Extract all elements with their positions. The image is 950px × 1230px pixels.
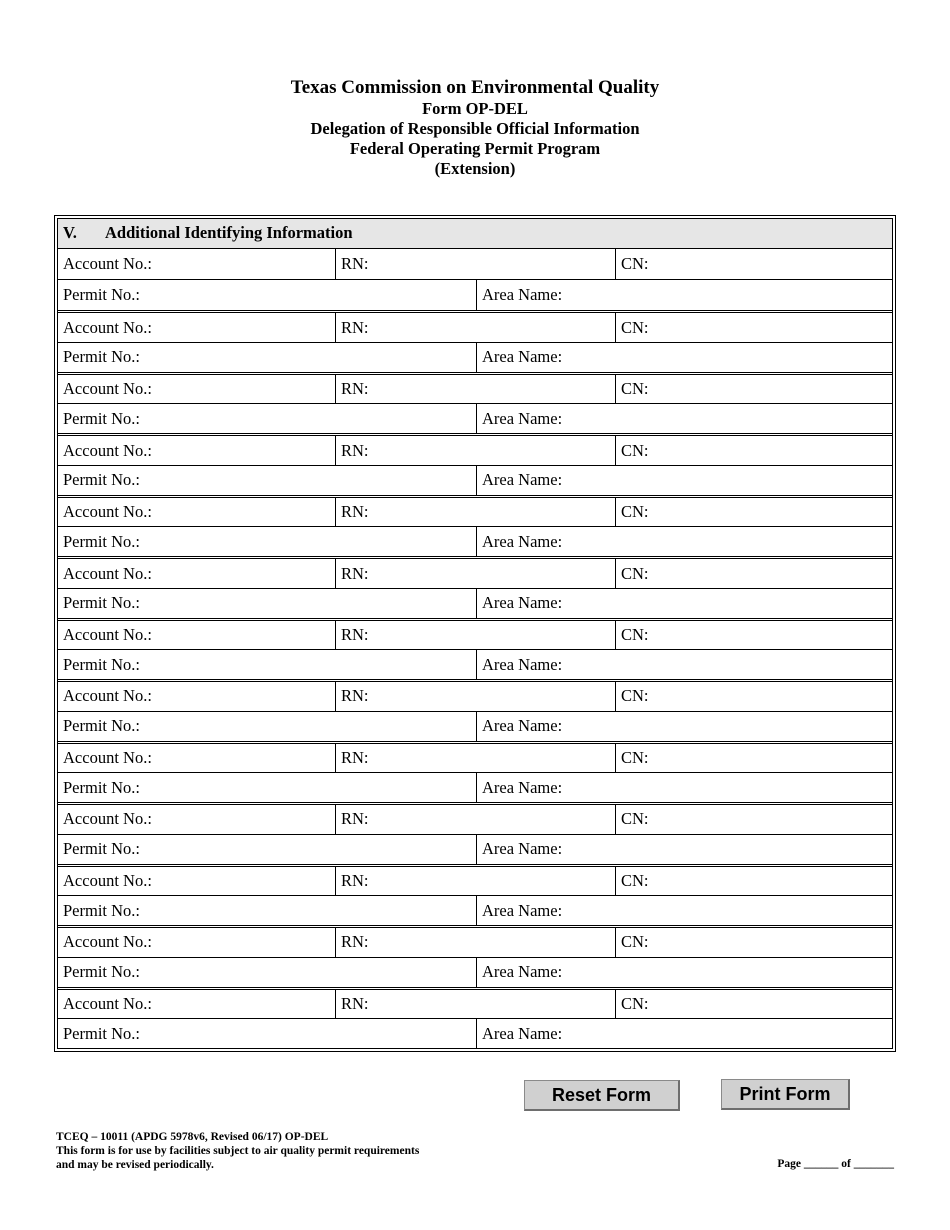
rn-field[interactable] bbox=[335, 928, 615, 957]
permit-no-field-label: Permit No.: bbox=[63, 1023, 140, 1043]
area-name-field-label: Area Name: bbox=[482, 839, 563, 859]
entry-row-permit bbox=[58, 404, 892, 433]
area-name-field-label: Area Name: bbox=[482, 285, 563, 305]
permit-no-field[interactable] bbox=[58, 650, 476, 679]
rn-field-label: RN: bbox=[341, 440, 369, 460]
rn-field-label: RN: bbox=[341, 317, 369, 337]
entry-row-permit bbox=[58, 835, 892, 864]
permit-no-field[interactable] bbox=[58, 958, 476, 987]
rn-field-label: RN: bbox=[341, 379, 369, 399]
account-no-field[interactable] bbox=[58, 249, 335, 279]
cn-field[interactable] bbox=[615, 867, 892, 896]
entry-row-permit bbox=[58, 1019, 892, 1048]
permit-no-field-label: Permit No.: bbox=[63, 408, 140, 428]
permit-no-field-label: Permit No.: bbox=[63, 593, 140, 613]
form-usage-note: This form is for use by facilities subject to air quality permit requirements bbox=[56, 1145, 420, 1157]
form-title: Delegation of Responsible Official Information bbox=[310, 119, 640, 138]
cn-field-label: CN: bbox=[621, 932, 649, 952]
page-number-field: Page ______ of _______ bbox=[777, 1158, 894, 1170]
entry-row-permit bbox=[58, 280, 892, 310]
cn-field[interactable] bbox=[615, 375, 892, 404]
account-no-field[interactable] bbox=[58, 744, 335, 773]
rn-field[interactable] bbox=[335, 682, 615, 711]
entry-row-ids bbox=[58, 313, 892, 343]
area-name-field-label: Area Name: bbox=[482, 777, 563, 797]
permit-no-field[interactable] bbox=[58, 835, 476, 864]
cn-field-label: CN: bbox=[621, 625, 649, 644]
rn-field[interactable] bbox=[335, 498, 615, 527]
entry-row-ids bbox=[58, 249, 892, 280]
area-name-field[interactable] bbox=[476, 835, 892, 864]
permit-no-field[interactable] bbox=[58, 343, 476, 372]
form-revision-info: TCEQ – 10011 (APDG 5978v6, Revised 06/17) OP-DEL bbox=[56, 1131, 329, 1143]
permit-no-field-label: Permit No.: bbox=[63, 531, 140, 551]
permit-no-field[interactable] bbox=[58, 466, 476, 495]
area-name-field-label: Area Name: bbox=[482, 408, 563, 428]
print-form-button[interactable]: Print Form bbox=[721, 1079, 850, 1110]
cn-field-label: CN: bbox=[621, 502, 649, 522]
entry-group bbox=[58, 433, 892, 494]
form-footer bbox=[56, 1130, 419, 1172]
section-title: Additional Identifying Information bbox=[105, 223, 353, 243]
entry-row-ids bbox=[58, 744, 892, 774]
permit-no-field[interactable] bbox=[58, 712, 476, 741]
area-name-field-label: Area Name: bbox=[482, 654, 563, 674]
form-header bbox=[0, 77, 950, 179]
account-no-field-label: Account No.: bbox=[63, 440, 152, 460]
entry-row-permit bbox=[58, 773, 892, 802]
account-no-field[interactable] bbox=[58, 375, 335, 404]
entry-row-permit bbox=[58, 466, 892, 495]
entry-row-permit bbox=[58, 896, 892, 925]
rn-field[interactable] bbox=[335, 559, 615, 588]
account-no-field-label: Account No.: bbox=[63, 502, 152, 522]
account-no-field[interactable] bbox=[58, 313, 335, 342]
permit-no-field-label: Permit No.: bbox=[63, 839, 140, 859]
cn-field[interactable] bbox=[615, 559, 892, 588]
entry-group bbox=[58, 556, 892, 617]
rn-field-label: RN: bbox=[341, 253, 369, 273]
form-extension-label: (Extension) bbox=[434, 159, 516, 178]
cn-field-label: CN: bbox=[621, 379, 649, 399]
cn-field-label: CN: bbox=[621, 686, 649, 706]
rn-field-label: RN: bbox=[341, 932, 369, 952]
entry-group bbox=[58, 741, 892, 802]
entry-group bbox=[58, 925, 892, 986]
account-no-field[interactable] bbox=[58, 621, 335, 650]
entry-row-permit bbox=[58, 650, 892, 679]
entry-row-ids bbox=[58, 867, 892, 897]
rn-field[interactable] bbox=[335, 867, 615, 896]
cn-field[interactable] bbox=[615, 805, 892, 834]
entry-row-ids bbox=[58, 682, 892, 712]
cn-field-label: CN: bbox=[621, 253, 649, 273]
account-no-field[interactable] bbox=[58, 990, 335, 1019]
cn-field-label: CN: bbox=[621, 317, 649, 337]
rn-field-label: RN: bbox=[341, 502, 369, 522]
area-name-field-label: Area Name: bbox=[482, 900, 563, 920]
entry-row-ids bbox=[58, 375, 892, 405]
permit-no-field-label: Permit No.: bbox=[63, 900, 140, 920]
cn-field-label: CN: bbox=[621, 993, 649, 1013]
entry-row-permit bbox=[58, 958, 892, 987]
area-name-field-label: Area Name: bbox=[482, 1023, 563, 1043]
cn-field[interactable] bbox=[615, 744, 892, 773]
cn-field[interactable] bbox=[615, 928, 892, 957]
area-name-field[interactable] bbox=[476, 896, 892, 925]
permit-no-field[interactable] bbox=[58, 404, 476, 433]
area-name-field[interactable] bbox=[476, 466, 892, 495]
cn-field-label: CN: bbox=[621, 809, 649, 829]
area-name-field[interactable] bbox=[476, 280, 892, 310]
area-name-field[interactable] bbox=[476, 343, 892, 372]
entry-row-ids bbox=[58, 990, 892, 1020]
account-no-field-label: Account No.: bbox=[63, 993, 152, 1013]
form-revision-note: and may be revised periodically. bbox=[56, 1159, 214, 1171]
area-name-field-label: Area Name: bbox=[482, 716, 563, 736]
area-name-field[interactable] bbox=[476, 773, 892, 802]
rn-field[interactable] bbox=[335, 744, 615, 773]
cn-field-label: CN: bbox=[621, 870, 649, 890]
area-name-field-label: Area Name: bbox=[482, 470, 563, 490]
permit-no-field[interactable] bbox=[58, 1019, 476, 1048]
area-name-field[interactable] bbox=[476, 1019, 892, 1048]
entry-row-ids bbox=[58, 805, 892, 835]
account-no-field[interactable] bbox=[58, 928, 335, 957]
rn-field[interactable] bbox=[335, 313, 615, 342]
rn-field[interactable] bbox=[335, 621, 615, 650]
account-no-field[interactable] bbox=[58, 559, 335, 588]
account-no-field-label: Account No.: bbox=[63, 563, 152, 583]
rn-field[interactable] bbox=[335, 805, 615, 834]
account-no-field-label: Account No.: bbox=[63, 686, 152, 706]
rn-field-label: RN: bbox=[341, 809, 369, 829]
program-name: Federal Operating Permit Program bbox=[349, 139, 601, 158]
rn-field-label: RN: bbox=[341, 563, 369, 583]
area-name-field[interactable] bbox=[476, 958, 892, 987]
permit-no-field-label: Permit No.: bbox=[63, 347, 140, 367]
account-no-field-label: Account No.: bbox=[63, 625, 152, 644]
entry-group bbox=[58, 987, 892, 1048]
rn-field[interactable] bbox=[335, 990, 615, 1019]
agency-title: Texas Commission on Environmental Quality bbox=[290, 77, 660, 98]
entry-group bbox=[58, 864, 892, 925]
permit-no-field-label: Permit No.: bbox=[63, 777, 140, 797]
area-name-field-label: Area Name: bbox=[482, 347, 563, 367]
entry-group bbox=[58, 618, 892, 679]
entry-group bbox=[58, 310, 892, 371]
account-no-field-label: Account No.: bbox=[63, 932, 152, 952]
rn-field[interactable] bbox=[335, 436, 615, 465]
account-no-field-label: Account No.: bbox=[63, 317, 152, 337]
rn-field[interactable] bbox=[335, 249, 615, 279]
entry-group bbox=[58, 679, 892, 740]
rn-field[interactable] bbox=[335, 375, 615, 404]
entry-row-permit bbox=[58, 589, 892, 618]
entry-row-ids bbox=[58, 559, 892, 589]
permit-no-field[interactable] bbox=[58, 527, 476, 556]
entry-row-permit bbox=[58, 712, 892, 741]
permit-no-field-label: Permit No.: bbox=[63, 654, 140, 674]
rn-field-label: RN: bbox=[341, 747, 369, 767]
cn-field[interactable] bbox=[615, 436, 892, 465]
area-name-field-label: Area Name: bbox=[482, 593, 563, 613]
area-name-field[interactable] bbox=[476, 404, 892, 433]
permit-no-field[interactable] bbox=[58, 896, 476, 925]
permit-no-field[interactable] bbox=[58, 773, 476, 802]
entry-row-ids bbox=[58, 498, 892, 528]
rn-field-label: RN: bbox=[341, 870, 369, 890]
entry-group bbox=[58, 372, 892, 433]
permit-no-field-label: Permit No.: bbox=[63, 716, 140, 736]
area-name-field[interactable] bbox=[476, 589, 892, 618]
cn-field[interactable] bbox=[615, 313, 892, 342]
reset-form-button[interactable]: Reset Form bbox=[524, 1080, 680, 1111]
entry-group bbox=[58, 249, 892, 310]
cn-field[interactable] bbox=[615, 682, 892, 711]
identifying-info-table bbox=[54, 215, 896, 1052]
entry-row-permit bbox=[58, 343, 892, 372]
cn-field[interactable] bbox=[615, 498, 892, 527]
account-no-field[interactable] bbox=[58, 436, 335, 465]
cn-field-label: CN: bbox=[621, 440, 649, 460]
cn-field[interactable] bbox=[615, 990, 892, 1019]
area-name-field-label: Area Name: bbox=[482, 962, 563, 982]
entry-row-ids bbox=[58, 928, 892, 958]
account-no-field-label: Account No.: bbox=[63, 809, 152, 829]
cn-field[interactable] bbox=[615, 621, 892, 650]
rn-field-label: RN: bbox=[341, 625, 369, 644]
permit-no-field-label: Permit No.: bbox=[63, 285, 140, 305]
section-header bbox=[58, 219, 892, 249]
cn-field-label: CN: bbox=[621, 563, 649, 583]
cn-field-label: CN: bbox=[621, 747, 649, 767]
area-name-field-label: Area Name: bbox=[482, 531, 563, 551]
entry-group bbox=[58, 802, 892, 863]
account-no-field-label: Account No.: bbox=[63, 379, 152, 399]
permit-no-field-label: Permit No.: bbox=[63, 470, 140, 490]
identifying-info-table-inner bbox=[57, 218, 893, 1049]
account-no-field[interactable] bbox=[58, 682, 335, 711]
account-no-field[interactable] bbox=[58, 805, 335, 834]
area-name-field[interactable] bbox=[476, 527, 892, 556]
cn-field[interactable] bbox=[615, 249, 892, 279]
account-no-field-label: Account No.: bbox=[63, 747, 152, 767]
account-no-field-label: Account No.: bbox=[63, 870, 152, 890]
account-no-field[interactable] bbox=[58, 498, 335, 527]
account-no-field[interactable] bbox=[58, 867, 335, 896]
entry-group bbox=[58, 495, 892, 556]
account-no-field-label: Account No.: bbox=[63, 253, 152, 273]
entry-row-ids bbox=[58, 621, 892, 651]
rn-field-label: RN: bbox=[341, 686, 369, 706]
section-number: V. bbox=[63, 223, 77, 243]
permit-no-field[interactable] bbox=[58, 280, 476, 310]
form-id: Form OP-DEL bbox=[422, 99, 528, 118]
entry-row-permit bbox=[58, 527, 892, 556]
rn-field-label: RN: bbox=[341, 993, 369, 1013]
permit-no-field[interactable] bbox=[58, 589, 476, 618]
area-name-field[interactable] bbox=[476, 650, 892, 679]
area-name-field[interactable] bbox=[476, 712, 892, 741]
entry-row-ids bbox=[58, 436, 892, 466]
permit-no-field-label: Permit No.: bbox=[63, 962, 140, 982]
